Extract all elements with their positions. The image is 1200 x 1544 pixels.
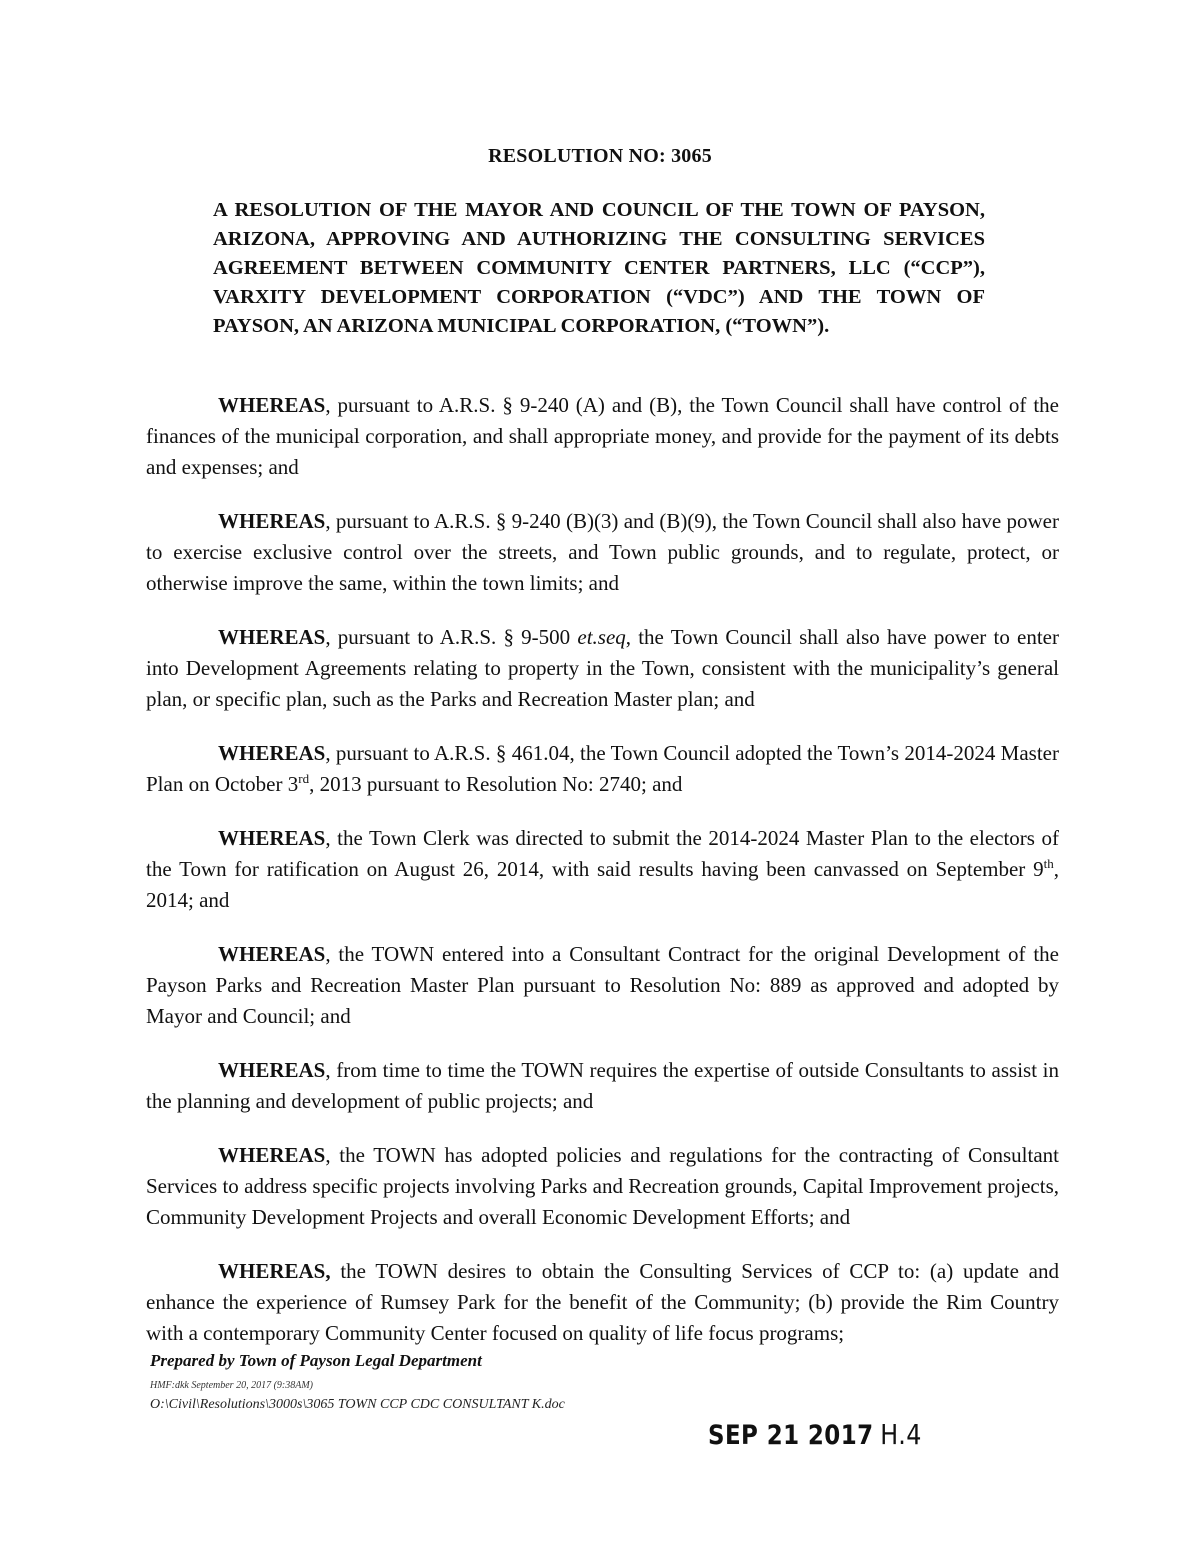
whereas-paragraph-3 xyxy=(146,622,1059,715)
paragraph-text: , from time to time the TOWN requires the expertise of outside Consultants to assist in the planning and development of public projects; and xyxy=(146,1058,1059,1113)
document-meta-line: HMF:dkk September 20, 2017 (9:38AM) xyxy=(150,1380,314,1391)
whereas-label: WHEREAS xyxy=(218,393,326,417)
whereas-label: WHEREAS xyxy=(218,1058,326,1082)
paragraph-italic-text: et.seq xyxy=(577,625,626,649)
paragraph-text: , 2014; and xyxy=(146,857,1059,912)
resolution-heading: A RESOLUTION OF THE MAYOR AND COUNCIL OF THE TOWN OF PAYSON, ARIZONA, APPROVING AND AUTHORIZING THE CONSULTING SERVICES AGREEMENT BETWEEN COMMUNITY CENTER PARTNERS, LLC (“CCP”), VARXITY DEVELOPMENT CORPORATION (“VDC”) AND THE TOWN OF PAYSON, AN ARIZONA MUNICIPAL CORPORATION, (“TOWN”). xyxy=(213,199,985,337)
paragraph-text: , 2013 pursuant to Resolution No: 2740; and xyxy=(309,772,683,796)
resolution-title: RESOLUTION NO: 3065 xyxy=(488,145,712,167)
whereas-paragraph-9 xyxy=(146,1256,1059,1349)
whereas-paragraph-7 xyxy=(146,1055,1059,1117)
paragraph-text: , pursuant to A.R.S. § 9-500 xyxy=(325,625,578,649)
ordinal-suffix: rd xyxy=(298,771,310,786)
prepared-by-line: Prepared by Town of Payson Legal Department xyxy=(150,1351,482,1370)
whereas-paragraph-2 xyxy=(146,506,1059,599)
whereas-label: WHEREAS xyxy=(218,826,326,850)
paragraph-text: , the Town Clerk was directed to submit the 2014-2024 Master Plan to the electors of the Town for ratification on August 26, 2014, with said results having been canvassed on September 9 xyxy=(146,826,1059,881)
paragraph-text: , the Town Council shall also have power to enter into Development Agreements relating to property in the Town, consistent with the municipality’s general plan, or specific plan, such as the Parks and Recreation Master plan; and xyxy=(146,625,1059,711)
whereas-paragraph-8 xyxy=(146,1140,1059,1233)
paragraph-text: , pursuant to A.R.S. § 9-240 (B)(3) and (B)(9), the Town Council shall also have power to exercise exclusive control over the streets, and Town public grounds, and to regulate, protect, or otherwise improve the same, within the town limits; and xyxy=(146,509,1059,595)
whereas-paragraph-6 xyxy=(146,939,1059,1032)
stamp-date: SEP 21 2017 xyxy=(708,1420,874,1451)
paragraph-text: , pursuant to A.R.S. § 461.04, the Town Council adopted the Town’s 2014-2024 Master Plan on October 3 xyxy=(146,741,1059,796)
ordinal-suffix: th xyxy=(1043,856,1054,871)
handwritten-item-number: H.4 xyxy=(880,1418,922,1451)
whereas-label: WHEREAS xyxy=(218,741,326,765)
paragraph-text: , pursuant to A.R.S. § 9-240 (A) and (B), the Town Council shall have control of the finances of the municipal corporation, and shall appropriate money, and provide for the payment of its debts and expenses; and xyxy=(146,393,1059,479)
whereas-paragraph-5 xyxy=(146,823,1059,916)
date-stamp xyxy=(708,1418,922,1451)
whereas-paragraph-4 xyxy=(146,738,1059,800)
paragraph-text: , the TOWN entered into a Consultant Contract for the original Development of the Payson Parks and Recreation Master Plan pursuant to Resolution No: 889 as approved and adopted by Mayor and Council; and xyxy=(146,942,1059,1028)
whereas-paragraph-1 xyxy=(146,390,1059,483)
paragraph-text: , the TOWN has adopted policies and regulations for the contracting of Consultant Services to address specific projects involving Parks and Recreation grounds, Capital Improvement projects, Community Development Projects and overall Economic Development Efforts; and xyxy=(146,1143,1059,1229)
whereas-label: WHEREAS xyxy=(218,942,326,966)
file-path-line: O:\Civil\Resolutions\3000s\3065 TOWN CCP CDC CONSULTANT K.doc xyxy=(150,1397,565,1412)
whereas-label: WHEREAS xyxy=(218,625,326,649)
whereas-label: WHEREAS, xyxy=(218,1259,331,1283)
resolution-body xyxy=(146,390,1059,1372)
paragraph-text: the TOWN desires to obtain the Consulting Services of CCP to: (a) update and enhance the experience of Rumsey Park for the benefit of the Community; (b) provide the Rim Country with a contemporary Community Center focused on quality of life focus programs; xyxy=(146,1259,1059,1345)
whereas-label: WHEREAS xyxy=(218,1143,326,1167)
whereas-label: WHEREAS xyxy=(218,509,326,533)
